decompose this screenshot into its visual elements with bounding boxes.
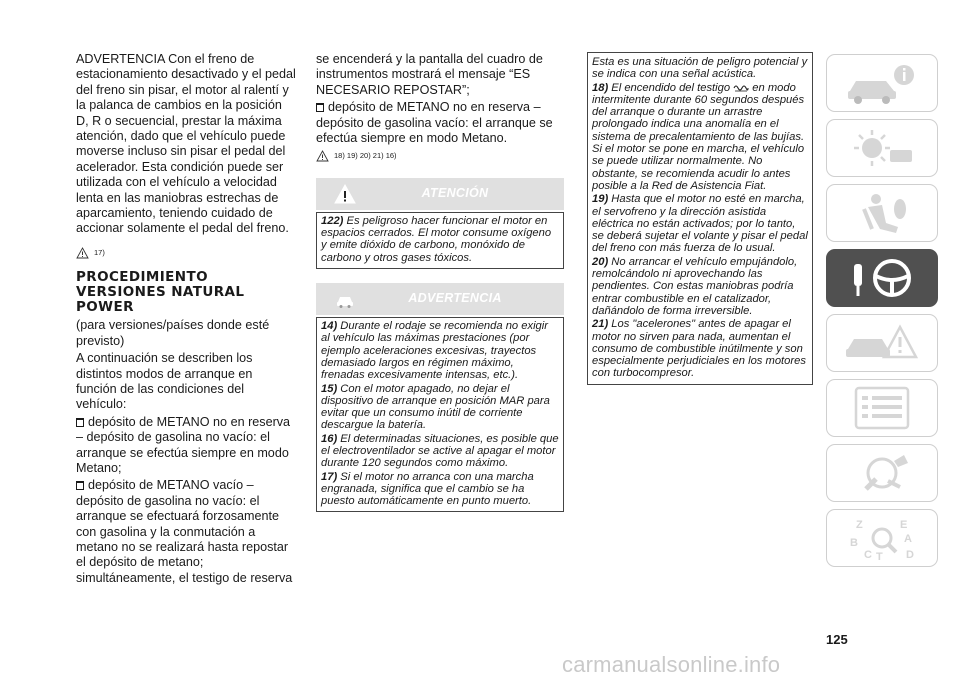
steering-wheel-key-icon bbox=[842, 254, 922, 302]
glow-plug-icon bbox=[733, 83, 749, 92]
paragraph-intro: A continuación se describen los distintos modos de arranque en función de las condiciones del vehículo: bbox=[76, 351, 253, 412]
warning-triangle-icon bbox=[316, 150, 329, 162]
alphabet-index-icon bbox=[842, 514, 922, 562]
paragraph-continued: se encenderá y la pantalla del cuadro de instrumentos mostrará el mensaje “ES NECESARIO REPOSTAR”; bbox=[316, 52, 543, 97]
tab-alphabet-index[interactable] bbox=[826, 509, 938, 567]
warning-triangle-icon bbox=[76, 247, 89, 259]
note-number: 15) bbox=[321, 382, 338, 395]
svg-text:B: B bbox=[850, 537, 858, 549]
section-heading: PROCEDIMIENTO VERSIONES NATURAL POWER bbox=[76, 269, 245, 316]
note-text: El determinadas situaciones, es posible que el electroventilador se active al apagar el motor durante 120 segundos como máximo. bbox=[321, 432, 559, 470]
reference-numbers: 17) bbox=[94, 247, 105, 257]
car-warning-icon bbox=[334, 288, 356, 310]
note-number: 20) bbox=[592, 255, 609, 268]
svg-text:D: D bbox=[906, 549, 914, 561]
svg-text:T: T bbox=[876, 551, 883, 562]
warning-triangle-icon bbox=[334, 183, 356, 205]
callout-intro: Esta es una situación de peligro potencial y se indica con una señal acústica. bbox=[592, 56, 808, 81]
wrench-car-icon bbox=[842, 449, 922, 497]
column-1 bbox=[76, 52, 296, 588]
note-number: 17) bbox=[321, 470, 338, 483]
watermark: carmanualsonline.info bbox=[562, 652, 781, 677]
warning-car-icon bbox=[842, 319, 922, 367]
paragraph-advertencia: ADVERTENCIA Con el freno de estacionamiento desactivado y el pedal del freno sin pisar, el motor al ralentí y la palanca de cambios en la posición D, R o secuencial, prestar la máxima atención, dado que el vehículo puede moverse incluso sin pisar el pedal del acelerador. Esta condición puede ser utilizada con el vehículo a velocidad lenta en las maniobras estrechas de aparcamiento, teniendo cuidado de accionar solamente el pedal del freno. bbox=[76, 52, 296, 236]
reference-row bbox=[76, 245, 296, 260]
car-info-icon bbox=[842, 59, 922, 107]
note-text: Hasta que el motor no esté en marcha, el servofreno y la dirección asistida eléctrica no están activados; por lo tanto, se deberá sujetar el volante y pisar el pedal del freno con más fuerza de lo usual. bbox=[592, 193, 808, 255]
note-text: Los "acelerones" antes de apagar el motor no sirven para nada, aumentan el consumo de combustible inútilmente y son especialmente perjudiciales en los motores con turbocompresor. bbox=[592, 318, 806, 380]
reference-row bbox=[316, 148, 564, 163]
atencion-box bbox=[316, 178, 564, 269]
reference-numbers: 18) 19) 20) 21) 16) bbox=[334, 151, 397, 161]
note-number: 19) bbox=[592, 193, 609, 206]
tab-airbag-seat[interactable] bbox=[826, 184, 938, 242]
svg-text:A: A bbox=[904, 533, 912, 545]
fuel-bullet-icon bbox=[76, 481, 84, 490]
note-number: 21) bbox=[592, 318, 609, 331]
svg-text:C: C bbox=[864, 549, 872, 561]
svg-text:Z: Z bbox=[856, 519, 863, 531]
tab-steering-wheel-key[interactable] bbox=[826, 249, 938, 307]
column-2 bbox=[316, 52, 564, 512]
list-item: depósito de METANO vacío – depósito de gasolina no vacío: el arranque se efectuará forzosamente con gasolina y la conmutación a metano no se realizará hasta repostar el depósito de metano; simultáneamente, el testigo de reserva bbox=[76, 478, 293, 585]
note-text: Si el motor no arranca con una marcha engranada, significa que el cambio se ha puesto automáticamente en punto muerto. bbox=[321, 470, 534, 508]
page-number: 125 bbox=[826, 632, 848, 647]
note-number: 18) bbox=[592, 81, 609, 94]
tab-wrench-car[interactable] bbox=[826, 444, 938, 502]
note-number: 14) bbox=[321, 320, 338, 333]
atencion-title: ATENCIÓN bbox=[421, 186, 489, 201]
dashboard-list-icon bbox=[842, 384, 922, 432]
advertencia-header bbox=[316, 283, 564, 315]
note-text: No arrancar el vehículo empujándolo, remolcándolo ni aprovechando las pendientes. Con estas maniobras podría entrar combustible en el catalizador, dañándolo de forma irreversible. bbox=[592, 255, 798, 317]
atencion-body bbox=[316, 212, 564, 269]
paragraph-versions: (para versiones/países donde esté previsto) bbox=[76, 318, 270, 348]
column-3 bbox=[587, 52, 813, 385]
fuel-bullet-icon bbox=[76, 418, 84, 427]
svg-text:E: E bbox=[900, 519, 908, 531]
fuel-bullet-icon bbox=[316, 103, 324, 112]
tab-warning-car[interactable] bbox=[826, 314, 938, 372]
note-text: Es peligroso hacer funcionar el motor en espacios cerrados. El motor consume oxígeno y emite dióxido de carbono, monóxido de carbono y otros gases tóxicos. bbox=[321, 214, 552, 264]
chapter-sidebar bbox=[826, 54, 938, 574]
atencion-header bbox=[316, 178, 564, 210]
note-number: 122) bbox=[321, 214, 344, 227]
advertencia-title: ADVERTENCIA bbox=[408, 291, 502, 306]
list-item: depósito de METANO no en reserva – depósito de gasolina vacío: el arranque se efectúa siempre en modo Metano. bbox=[316, 100, 553, 146]
note-text: Durante el rodaje se recomienda no exigir al vehículo las máximas prestaciones (por ejemplo aceleraciones excesivas, trayectos demasiado largos en régimen máximo, frenadas excesivamente intensas, etc.). bbox=[321, 320, 548, 382]
advertencia-body bbox=[316, 317, 564, 512]
warning-callout: Esta es una situación de peligro potencial y se indica con una señal acústica. 18) El encendido del testigo en modo intermitente durante 60 segundos después del arranque o durante un arrastre prolongado indica una anomalía en el sistema de precalentamiento de las bujías. Si el motor se pone en marcha, el vehículo se puede utilizar normalmente. No obstante, se recomienda acudir lo antes posible a la Red de Asistencia Fiat. 19) Hasta que el motor no esté en marcha, el servofreno y la dirección asistida eléctrica no están activados; por lo tanto, se deberá sujetar el volante y pisar el pedal del freno con más fuerza de lo usual. 20) No arrancar el vehículo empujándolo, remolcándolo ni aprovechando las pendientes. Con estas maniobras podría entrar combustible en el catalizador, dañándolo de forma irreversible. 21) Los "acelerones" antes de apagar el motor no sirven para nada, aumentan el consumo de combustible inútilmente y son especialmente perjudiciales en los motores con turbocompresor. bbox=[587, 52, 813, 385]
airbag-seat-icon bbox=[842, 189, 922, 237]
note-text: Con el motor apagado, no dejar el dispositivo de arranque en posición MAR para evitar que un consumo inútil de corriente descargue la batería. bbox=[321, 382, 550, 432]
tab-lights[interactable] bbox=[826, 119, 938, 177]
note-number: 16) bbox=[321, 432, 338, 445]
advertencia-box bbox=[316, 283, 564, 512]
lights-icon bbox=[842, 124, 922, 172]
tab-dashboard-list[interactable] bbox=[826, 379, 938, 437]
list-item: depósito de METANO no en reserva – depósito de gasolina no vacío: el arranque se efectúa siempre en modo Metano; bbox=[76, 414, 291, 475]
tab-car-info[interactable] bbox=[826, 54, 938, 112]
